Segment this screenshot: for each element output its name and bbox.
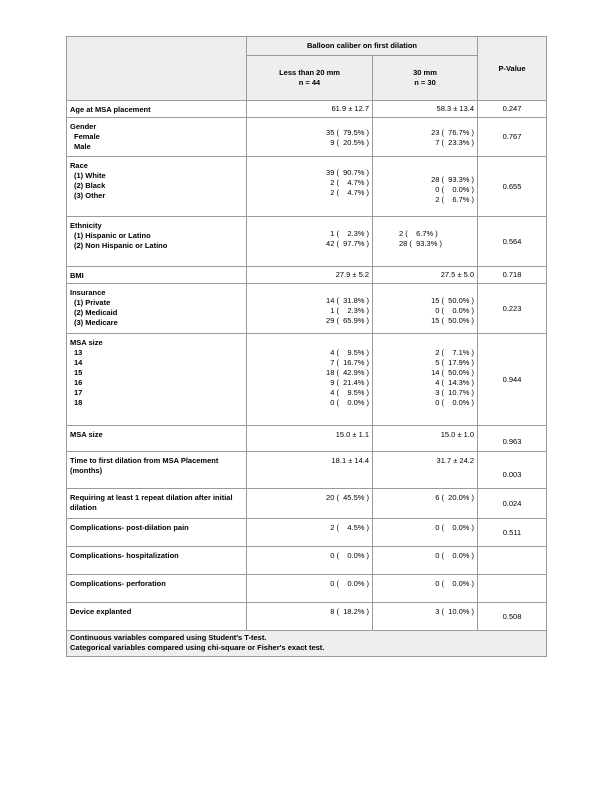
value-line: 1 ( 2.3% ) [330, 229, 369, 238]
col1-value-cell [247, 575, 373, 603]
pvalue-cell: 0.655 [478, 157, 547, 217]
variable-cell [67, 118, 247, 157]
value-line: 8 ( 18.2% ) [330, 607, 369, 616]
table-row [67, 603, 547, 631]
value-line: 35 ( 79.5% ) [326, 128, 369, 137]
variable-cell [67, 575, 247, 603]
variable-sublabel: (3) Other [74, 191, 106, 200]
value-line: 58.3 ± 13.4 [436, 104, 475, 113]
pvalue-cell: 0.963 [478, 426, 547, 452]
col1-header [247, 56, 373, 101]
col2-header [373, 56, 478, 101]
variable-sublabel: 17 [74, 388, 83, 397]
variable-sublabel: (2) Medicaid [74, 308, 118, 317]
value-line: 18 ( 42.9% ) [326, 368, 369, 377]
table-row [67, 101, 547, 118]
variable-sublabel: 18 [74, 398, 83, 407]
variable-cell [67, 284, 247, 334]
col1-value-cell [247, 118, 373, 157]
table-row [67, 157, 547, 217]
value-line: 20 ( 45.5% ) [326, 493, 369, 502]
value-line: 9 ( 20.5% ) [330, 138, 369, 147]
col1-value-cell [247, 217, 373, 267]
pvalue-cell: 0.003 [478, 452, 547, 489]
value-line: 3 ( 10.0% ) [435, 607, 475, 616]
value-line: 9 ( 21.4% ) [330, 378, 369, 387]
variable-cell [67, 603, 247, 631]
value-line: 27.9 ± 5.2 [335, 270, 369, 279]
value-line: 0 ( 0.0% ) [330, 398, 369, 407]
variable-cell [67, 426, 247, 452]
col2-value-cell [373, 519, 478, 547]
value-line: 15.0 ± 1.0 [440, 430, 475, 439]
col2-value-cell [373, 118, 478, 157]
value-line: 14 ( 31.8% ) [326, 296, 369, 305]
variable-cell [67, 217, 247, 267]
variable-sublabel: Male [74, 142, 91, 151]
col1-value-cell [247, 284, 373, 334]
col1-value-cell [247, 334, 373, 426]
variable-sublabel: (1) Private [74, 298, 111, 307]
col1-value-cell [247, 157, 373, 217]
variable-label: Complications- post-dilation pain [70, 523, 189, 532]
value-line: 2 ( 6.7% ) [435, 195, 475, 204]
value-line: 27.5 ± 5.0 [440, 270, 475, 279]
variable-cell [67, 452, 247, 489]
col1-value-cell [247, 489, 373, 519]
col2-value-cell [373, 452, 478, 489]
value-line: 15 ( 50.0% ) [431, 296, 475, 305]
table-row [67, 575, 547, 603]
pvalue-cell: 0.223 [478, 284, 547, 334]
pvalue-cell: 0.508 [478, 603, 547, 631]
col1-value-cell [247, 101, 373, 118]
col2-value-cell [373, 603, 478, 631]
table-row [67, 267, 547, 284]
variable-cell [67, 519, 247, 547]
value-line: 18.1 ± 14.4 [331, 456, 369, 465]
footnote-line: Categorical variables compared using chi-square or Fisher's exact test. [70, 643, 325, 652]
variable-sublabel: (1) White [74, 171, 106, 180]
table-row [67, 452, 547, 489]
value-line: 2 ( 7.1% ) [435, 348, 475, 357]
footnote-cell [67, 631, 547, 657]
value-line: 61.9 ± 12.7 [331, 104, 369, 113]
value-line: 7 ( 23.3% ) [435, 138, 475, 147]
footnote-row [67, 631, 547, 657]
col1-value-cell [247, 519, 373, 547]
value-line: 6 ( 20.0% ) [435, 493, 475, 502]
col1-title: Less than 20 mm [279, 68, 340, 77]
variable-label: Age at MSA placement [70, 105, 151, 114]
col2-value-cell [373, 575, 478, 603]
value-line: 31.7 ± 24.2 [436, 456, 475, 465]
variable-cell [67, 157, 247, 217]
value-line: 1 ( 2.3% ) [330, 306, 369, 315]
pvalue-cell: 0.564 [478, 217, 547, 267]
variable-label: Complications- perforation [70, 579, 166, 588]
variable-cell [67, 547, 247, 575]
value-line: 28 ( 93.3% ) [399, 239, 442, 248]
value-line: 15.0 ± 1.1 [335, 430, 369, 439]
table-row [67, 217, 547, 267]
col2-title: 30 mm [413, 68, 437, 77]
variable-sublabel: (1) Hispanic or Latino [74, 231, 151, 240]
variable-sublabel: (3) Medicare [74, 318, 118, 327]
value-line: 0 ( 0.0% ) [435, 579, 475, 588]
value-line: 28 ( 93.3% ) [431, 175, 475, 184]
value-line: 42 ( 97.7% ) [326, 239, 369, 248]
value-line: 0 ( 0.0% ) [330, 579, 369, 588]
value-line: 0 ( 0.0% ) [435, 398, 475, 407]
table-row [67, 334, 547, 426]
variable-label: Device explanted [70, 607, 132, 616]
col1-n: n = 44 [298, 78, 321, 87]
pvalue-cell [478, 575, 547, 603]
variable-label: Race [70, 161, 88, 170]
variable-label: Gender [70, 122, 97, 131]
value-line: 4 ( 9.5% ) [330, 388, 369, 397]
table-row [67, 284, 547, 334]
pvalue-cell: 0.718 [478, 267, 547, 284]
value-line: 4 ( 9.5% ) [330, 348, 369, 357]
value-line: 2 ( 4.7% ) [330, 178, 369, 187]
value-line: 29 ( 65.9% ) [326, 316, 369, 325]
variable-sublabel: Female [74, 132, 100, 141]
variable-cell [67, 334, 247, 426]
results-table [66, 36, 547, 657]
pvalue-cell: 0.024 [478, 489, 547, 519]
pvalue-cell: 0.767 [478, 118, 547, 157]
header-blank-cell [67, 37, 247, 101]
value-line: 2 ( 4.7% ) [330, 188, 369, 197]
variable-label: Time to first dilation from MSA Placement (months) [70, 456, 219, 475]
col1-value-cell [247, 603, 373, 631]
pvalue-cell: 0.944 [478, 334, 547, 426]
variable-label: Complications- hospitalization [70, 551, 179, 560]
variable-label: Ethnicity [70, 221, 102, 230]
variable-label: MSA size [70, 430, 103, 439]
variable-sublabel: 15 [74, 368, 83, 377]
variable-sublabel: 13 [74, 348, 83, 357]
col2-value-cell [373, 284, 478, 334]
col2-value-cell [373, 101, 478, 118]
value-line: 0 ( 0.0% ) [330, 551, 369, 560]
col2-value-cell [373, 157, 478, 217]
col2-n: n = 30 [414, 78, 436, 87]
value-line: 0 ( 0.0% ) [435, 523, 475, 532]
value-line: 4 ( 14.3% ) [435, 378, 475, 387]
variable-sublabel: (2) Non Hispanic or Latino [74, 241, 168, 250]
variable-label: Requiring at least 1 repeat dilation after initial dilation [70, 493, 233, 512]
value-line: 23 ( 76.7% ) [431, 128, 475, 137]
col1-value-cell [247, 426, 373, 452]
variable-cell [67, 489, 247, 519]
pvalue-cell [478, 547, 547, 575]
value-line: 0 ( 0.0% ) [435, 185, 475, 194]
col2-value-cell [373, 426, 478, 452]
pvalue-cell: 0.247 [478, 101, 547, 118]
table-row [67, 489, 547, 519]
table-row [67, 547, 547, 575]
value-line: 7 ( 16.7% ) [330, 358, 369, 367]
variable-sublabel: (2) Black [74, 181, 106, 190]
value-line: 2 ( 6.7% ) [399, 229, 438, 238]
value-line: 14 ( 50.0% ) [431, 368, 475, 377]
col2-value-cell [373, 217, 478, 267]
group-header: Balloon caliber on first dilation [247, 37, 478, 56]
variable-label: MSA size [70, 338, 103, 347]
footnote-line: Continuous variables compared using Student's T-test. [70, 633, 267, 642]
variable-sublabel: 16 [74, 378, 83, 387]
pvalue-cell: 0.511 [478, 519, 547, 547]
variable-cell [67, 267, 247, 284]
col2-value-cell [373, 489, 478, 519]
variable-label: BMI [70, 271, 84, 280]
value-line: 2 ( 4.5% ) [330, 523, 369, 532]
col1-value-cell [247, 452, 373, 489]
col1-value-cell [247, 547, 373, 575]
table-row [67, 519, 547, 547]
col2-value-cell [373, 334, 478, 426]
value-line: 15 ( 50.0% ) [431, 316, 475, 325]
value-line: 3 ( 10.7% ) [435, 388, 475, 397]
value-line: 0 ( 0.0% ) [435, 306, 475, 315]
table-row [67, 118, 547, 157]
variable-label: Insurance [70, 288, 106, 297]
col2-value-cell [373, 267, 478, 284]
value-line: 5 ( 17.9% ) [435, 358, 475, 367]
value-line: 39 ( 90.7% ) [326, 168, 369, 177]
table-row [67, 426, 547, 452]
pvalue-header: P-Value [478, 37, 547, 101]
value-line: 0 ( 0.0% ) [435, 551, 475, 560]
variable-sublabel: 14 [74, 358, 83, 367]
variable-cell [67, 101, 247, 118]
col2-value-cell [373, 547, 478, 575]
col1-value-cell [247, 267, 373, 284]
